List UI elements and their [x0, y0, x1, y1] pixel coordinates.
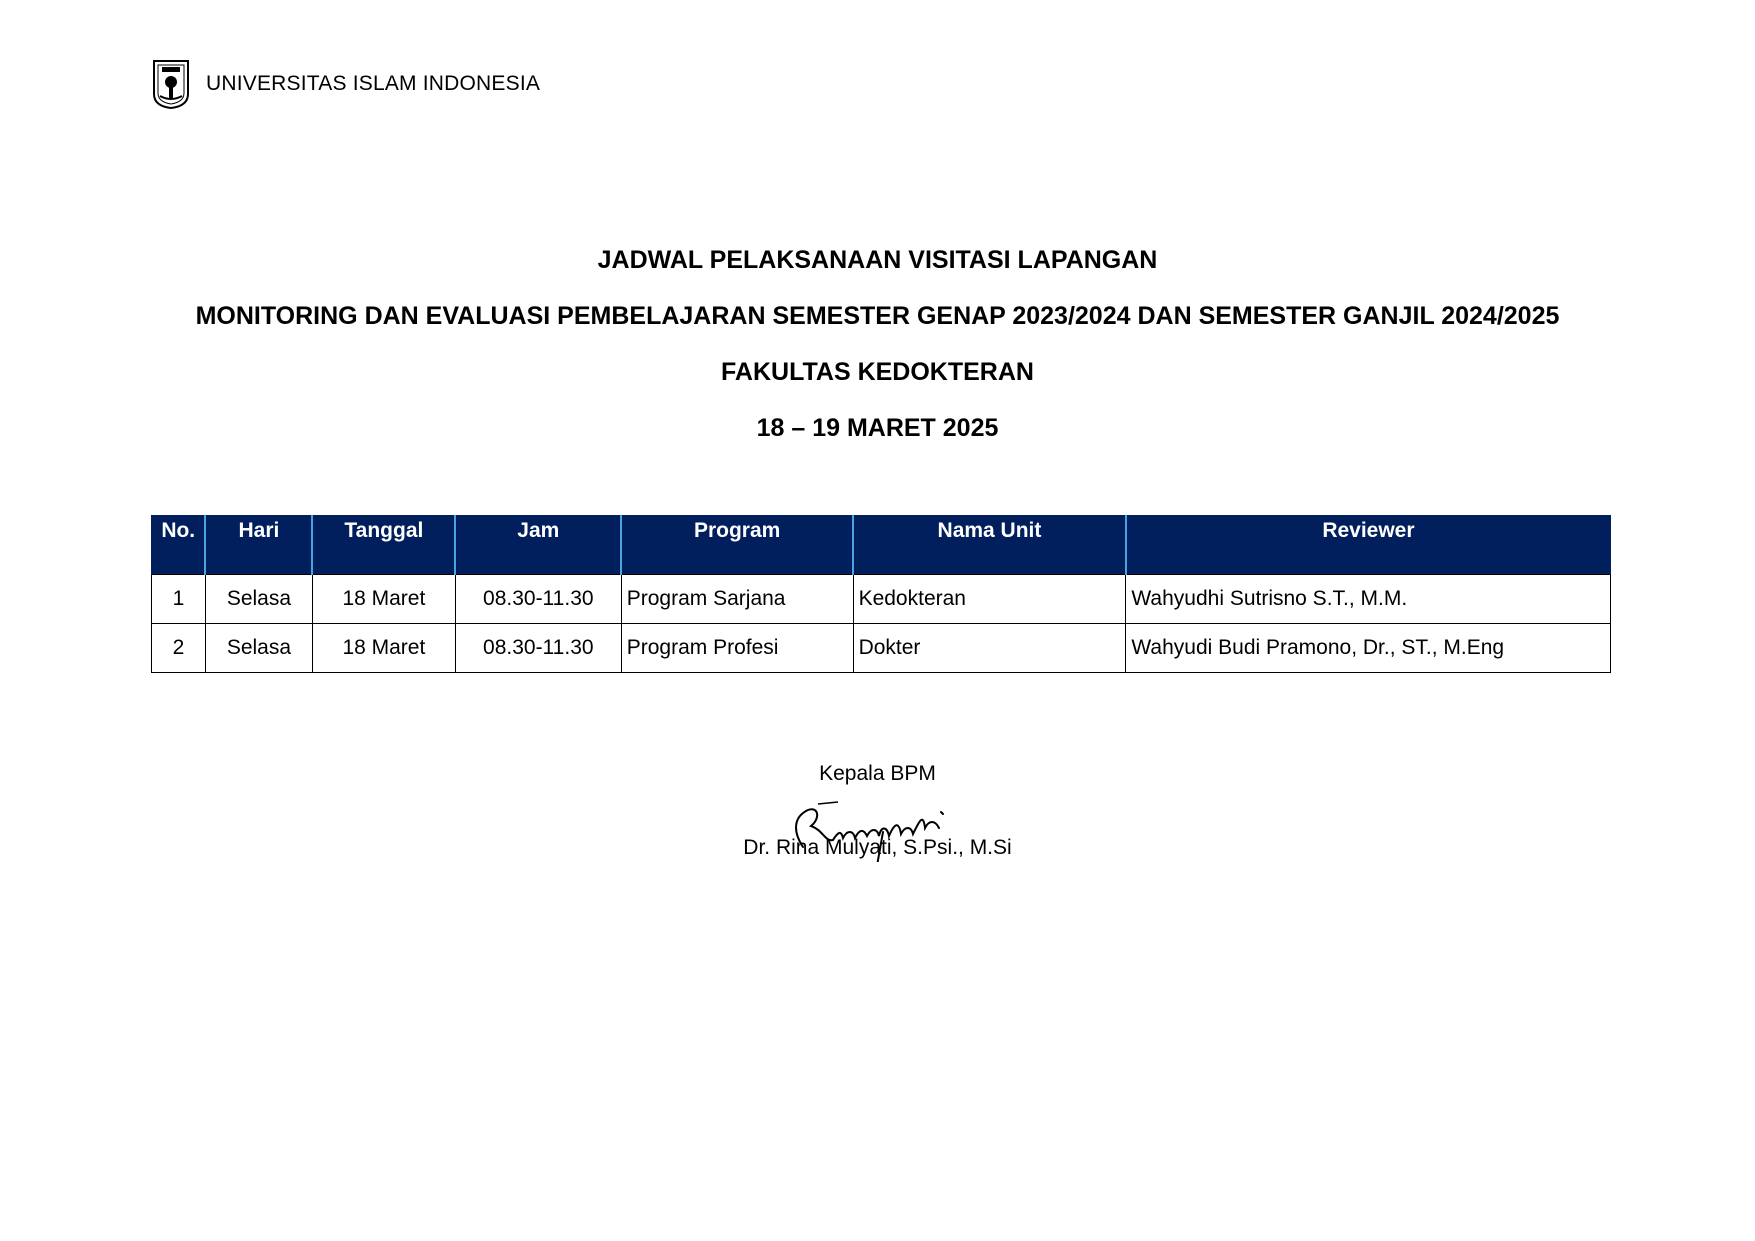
column-header-hari: Hari [205, 515, 312, 575]
faculty-name: FAKULTAS KEDOKTERAN [721, 358, 1034, 386]
cell-no: 1 [152, 575, 206, 624]
signatory-title: Kepala BPM [819, 762, 936, 785]
column-header-program: Program [621, 515, 853, 575]
cell-jam: 08.30-11.30 [455, 624, 621, 673]
cell-reviewer: Wahyudi Budi Pramono, Dr., ST., M.Eng [1126, 624, 1611, 673]
table-row [152, 624, 1611, 673]
university-seal-icon [150, 58, 192, 110]
letterhead [150, 58, 540, 110]
cell-tanggal: 18 Maret [312, 575, 455, 624]
signature-block [0, 762, 1755, 860]
cell-program: Program Sarjana [621, 575, 853, 624]
university-name: UNIVERSITAS ISLAM INDONESIA [206, 72, 541, 95]
cell-hari: Selasa [205, 575, 312, 624]
date-range: 18 – 19 MARET 2025 [756, 414, 999, 442]
cell-nama-unit: Kedokteran [853, 575, 1126, 624]
column-header-reviewer: Reviewer [1126, 515, 1611, 575]
cell-no: 2 [152, 624, 206, 673]
signatory-name: Dr. Rina Mulyati, S.Psi., M.Si [743, 836, 1012, 859]
table-header-row [152, 515, 1611, 575]
column-header-no: No. [152, 515, 206, 575]
column-header-tanggal: Tanggal [312, 515, 455, 575]
cell-nama-unit: Dokter [853, 624, 1126, 673]
cell-reviewer: Wahyudhi Sutrisno S.T., M.M. [1126, 575, 1611, 624]
document-subtitle: MONITORING DAN EVALUASI PEMBELAJARAN SEMESTER GENAP 2023/2024 DAN SEMESTER GANJIL 2024/2025 [195, 302, 1560, 330]
cell-program: Program Profesi [621, 624, 853, 673]
table-row [152, 575, 1611, 624]
cell-jam: 08.30-11.30 [455, 575, 621, 624]
column-header-jam: Jam [455, 515, 621, 575]
document-title: JADWAL PELAKSANAAN VISITASI LAPANGAN [597, 246, 1158, 274]
schedule-table [151, 515, 1611, 673]
document-title-block [0, 245, 1755, 469]
cell-tanggal: 18 Maret [312, 624, 455, 673]
column-header-nama-unit: Nama Unit [853, 515, 1126, 575]
cell-hari: Selasa [205, 624, 312, 673]
